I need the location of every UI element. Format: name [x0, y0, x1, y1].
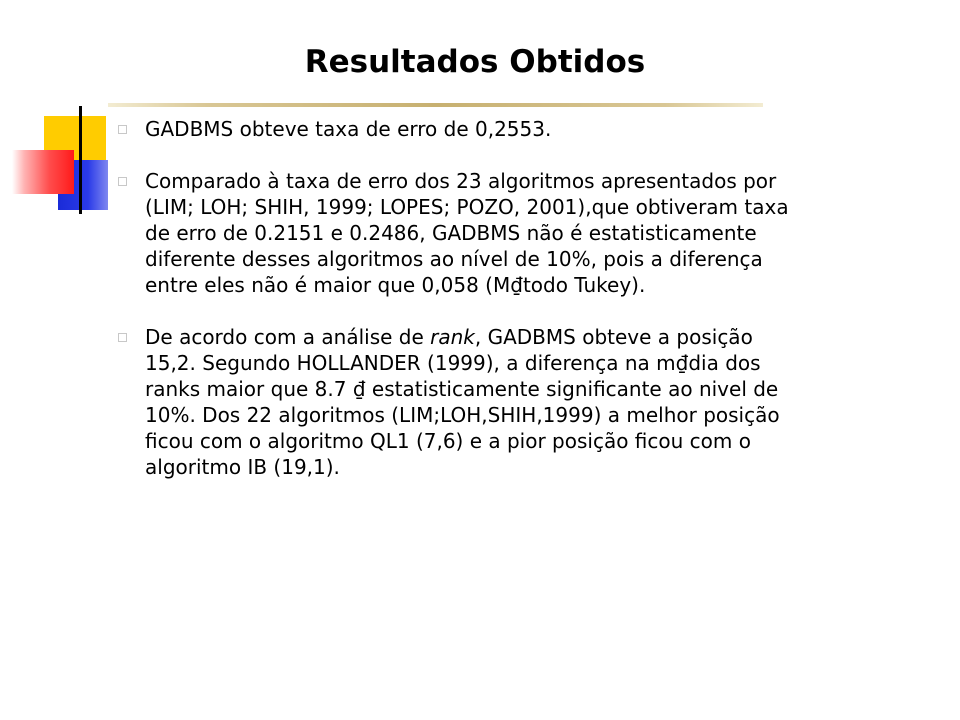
- bullet-marker-icon: [118, 177, 127, 186]
- bullet-text: [145, 325, 780, 479]
- decorative-vertical-line: [79, 106, 82, 214]
- bullet-text-after: , GADBMS obteve a posição 15,2. Segundo HOLLANDER (1999), a diferença na m₫dia dos ranks maior que 8.7 ₫ estatisticamente significante ao nivel de 10%. Dos 22 algoritmos (LIM;LOH,SHIH,1999) a melhor posição ficou com o algoritmo QL1 (7,6) e a pior posição ficou com o algoritmo IB (19,1).: [145, 325, 780, 479]
- bullet-item-3: [118, 324, 808, 480]
- bullet-item-2: [118, 168, 808, 298]
- bullet-text: Comparado à taxa de erro dos 23 algoritmos apresentados por (LIM; LOH; SHIH, 1999; LOPES; POZO, 2001),que obtiveram taxa de erro de 0.2151 e 0.2486, GADBMS não é estatisticamente diferente desses algoritmos ao nível de 10%, pois a diferença entre eles não é maior que 0,058 (M₫todo Tukey).: [145, 169, 789, 297]
- slide-title: Resultados Obtidos: [304, 44, 646, 80]
- bullet-text-before: De acordo com a análise de: [145, 325, 431, 349]
- bullet-marker-icon: [118, 125, 127, 134]
- bullet-text: GADBMS obteve taxa de erro de 0,2553.: [145, 117, 552, 141]
- bullet-marker-icon: [118, 333, 127, 342]
- bullet-list: [118, 116, 808, 480]
- bullet-text-italic: rank: [430, 325, 475, 349]
- decorative-red-square: [12, 150, 74, 194]
- title-underline: [108, 103, 763, 107]
- bullet-item-1: [118, 116, 808, 142]
